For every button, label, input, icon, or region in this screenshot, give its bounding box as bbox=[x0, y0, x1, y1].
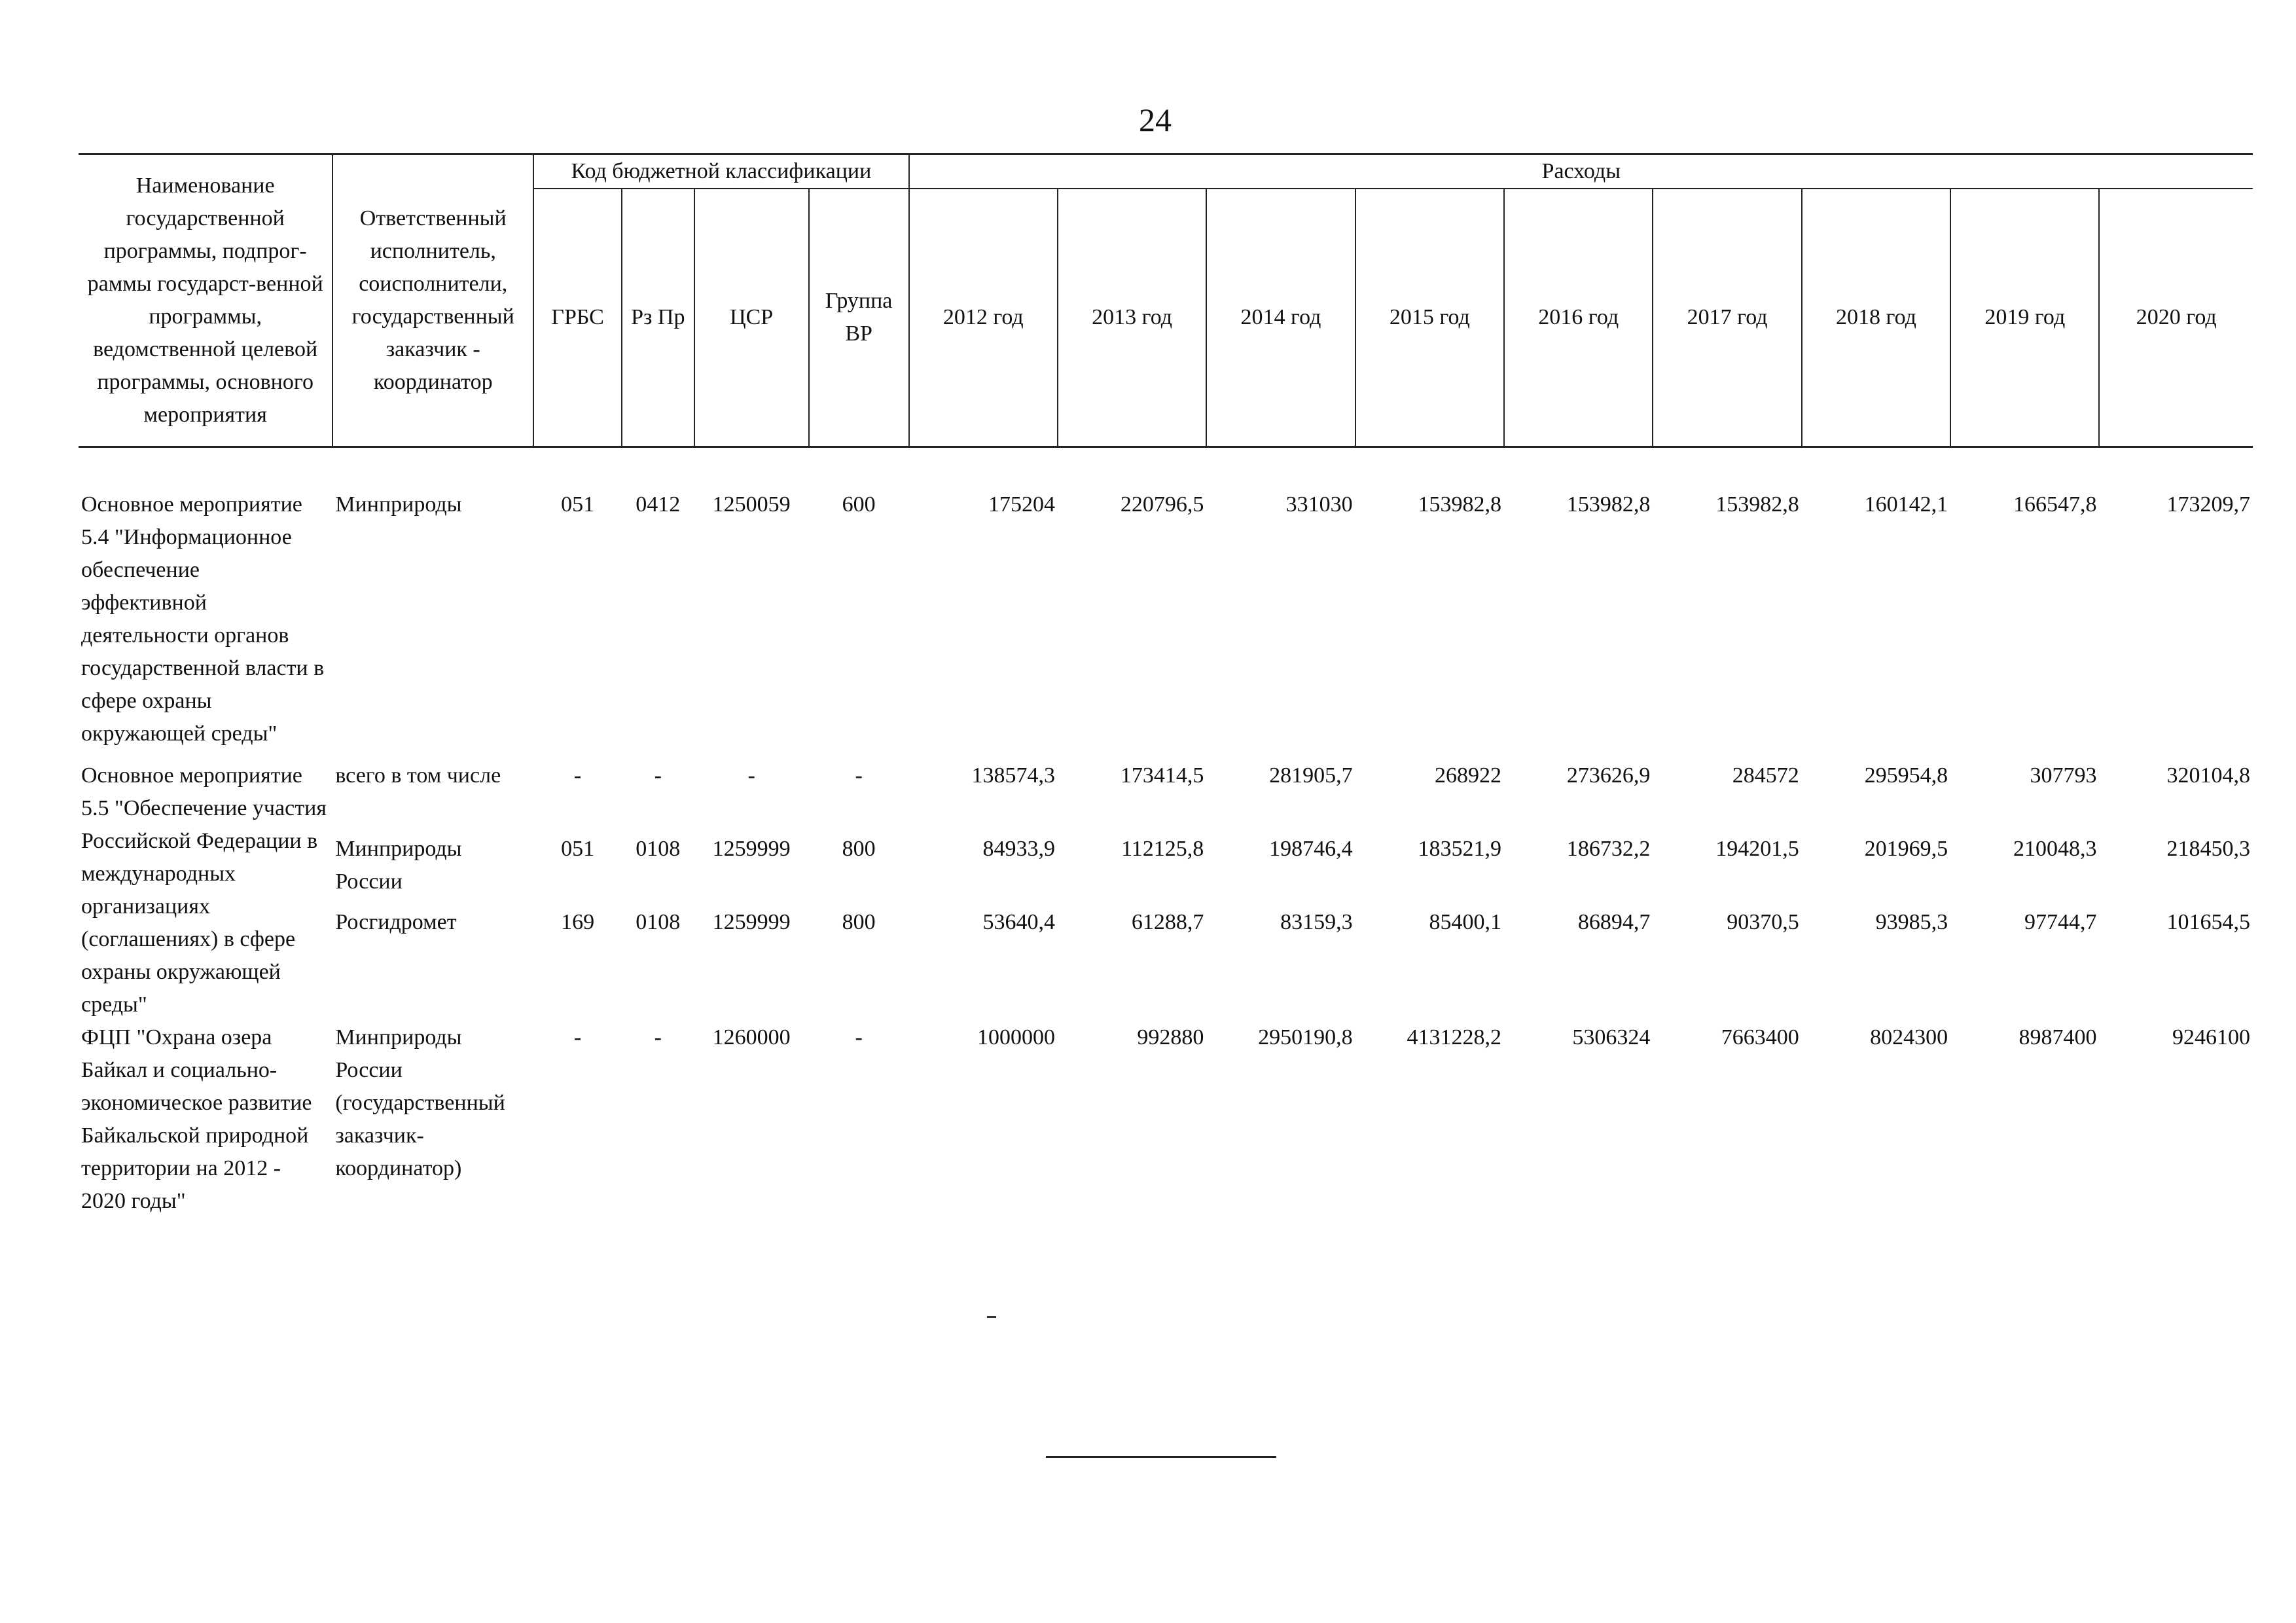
expense-value: 112125,8 bbox=[1121, 837, 1204, 861]
expense-value: 53640,4 bbox=[982, 910, 1055, 934]
rzpr-code: 0108 bbox=[636, 837, 681, 861]
expense-value: 220796,5 bbox=[1120, 492, 1204, 517]
header-csr: ЦСР bbox=[694, 189, 809, 447]
expense-value: 183521,9 bbox=[1418, 837, 1502, 861]
expense-value: 331030 bbox=[1285, 492, 1353, 517]
grbs-code: 051 bbox=[561, 837, 595, 861]
expense-value: 320104,8 bbox=[2166, 763, 2250, 788]
responsible-executor: всего в том числе bbox=[335, 763, 501, 788]
vr-code: 800 bbox=[842, 910, 876, 934]
expense-value: 83159,3 bbox=[1280, 910, 1353, 934]
expense-value: 7663400 bbox=[1721, 1025, 1799, 1049]
expense-value: 153982,8 bbox=[1715, 492, 1799, 517]
table-row bbox=[79, 906, 2253, 1021]
program-name: Основное мероприятие 5.4 "Информационное обеспечение эффективной деятельности органов государственной власти в сфере охраны окружающей среды" bbox=[81, 492, 325, 746]
expense-value: 194201,5 bbox=[1715, 837, 1799, 861]
budget-expenses-table bbox=[79, 153, 2253, 1218]
responsible-executor: Минприроды России (государственный заказчик-координатор) bbox=[335, 1025, 505, 1180]
expense-value: 210048,3 bbox=[2013, 837, 2097, 861]
rzpr-code: - bbox=[654, 1025, 662, 1049]
rzpr-code: - bbox=[654, 763, 662, 788]
expense-value: 86894,7 bbox=[1577, 910, 1651, 934]
expense-value: 186732,2 bbox=[1566, 837, 1651, 861]
csr-code: 1260000 bbox=[712, 1025, 791, 1049]
scan-speck bbox=[987, 1316, 996, 1318]
header-year: 2018 год bbox=[1802, 189, 1950, 447]
expense-value: 90370,5 bbox=[1727, 910, 1799, 934]
expense-value: 8024300 bbox=[1870, 1025, 1948, 1049]
expense-value: 8987400 bbox=[2018, 1025, 2097, 1049]
header-year: 2015 год bbox=[1355, 189, 1504, 447]
header-program-name: Наименование государственной программы, подпрог-раммы государст-венной программы, ведомственной целевой программы, основного мероприятия bbox=[79, 155, 332, 447]
grbs-code: - bbox=[573, 1025, 582, 1049]
header-year: 2013 год bbox=[1058, 189, 1206, 447]
table-row bbox=[79, 1021, 2253, 1218]
expense-value: 173414,5 bbox=[1120, 763, 1204, 788]
program-name: Основное мероприятие 5.5 "Обеспечение участия Российской Федерации в международных организациях (соглашениях) в сфере охраны окружающей среды" bbox=[81, 763, 327, 1017]
expense-value: 160142,1 bbox=[1864, 492, 1948, 517]
vr-code: - bbox=[855, 1025, 863, 1049]
header-year: 2016 год bbox=[1504, 189, 1653, 447]
grbs-code: 051 bbox=[561, 492, 595, 517]
csr-code: 1259999 bbox=[712, 910, 791, 934]
expense-value: 284572 bbox=[1732, 763, 1799, 788]
expense-value: 992880 bbox=[1137, 1025, 1204, 1049]
responsible-executor: Минприроды bbox=[335, 492, 462, 517]
expense-value: 9246100 bbox=[2172, 1025, 2250, 1049]
expense-value: 218450,3 bbox=[2166, 837, 2250, 861]
end-of-document-rule bbox=[1046, 1456, 1276, 1458]
expense-value: 166547,8 bbox=[2013, 492, 2097, 517]
expense-value: 93985,3 bbox=[1875, 910, 1948, 934]
table-header bbox=[79, 155, 2253, 447]
expense-value: 268922 bbox=[1435, 763, 1502, 788]
expense-value: 61288,7 bbox=[1131, 910, 1204, 934]
expense-value: 281905,7 bbox=[1269, 763, 1353, 788]
program-name: ФЦП "Охрана озера Байкал и социально-экономическое развитие Байкальской природной территории на 2012 - 2020 годы" bbox=[81, 1025, 312, 1213]
header-year: 2020 год bbox=[2099, 189, 2253, 447]
header-year: 2014 год bbox=[1206, 189, 1355, 447]
expense-value: 5306324 bbox=[1572, 1025, 1651, 1049]
header-budget-code-group: Код бюджетной классификации bbox=[533, 155, 908, 189]
expense-value: 198746,4 bbox=[1269, 837, 1353, 861]
expense-value: 2950190,8 bbox=[1258, 1025, 1353, 1049]
table-row bbox=[79, 488, 2253, 759]
expense-value: 153982,8 bbox=[1566, 492, 1651, 517]
header-year: 2019 год bbox=[1950, 189, 2099, 447]
vr-code: 600 bbox=[842, 492, 876, 517]
header-year: 2012 год bbox=[909, 189, 1058, 447]
expense-value: 175204 bbox=[988, 492, 1055, 517]
expense-value: 295954,8 bbox=[1864, 763, 1948, 788]
csr-code: 1259999 bbox=[712, 837, 791, 861]
header-responsible: Ответственный исполнитель, соисполнители, государственный заказчик - координатор bbox=[332, 155, 533, 447]
expense-value: 153982,8 bbox=[1418, 492, 1502, 517]
expense-value: 85400,1 bbox=[1429, 910, 1502, 934]
table-row bbox=[79, 833, 2253, 906]
table-row bbox=[79, 759, 2253, 833]
vr-code: 800 bbox=[842, 837, 876, 861]
expense-value: 138574,3 bbox=[971, 763, 1055, 788]
csr-code: - bbox=[747, 763, 755, 788]
responsible-executor: Минприроды России bbox=[335, 837, 462, 894]
page-number: 24 bbox=[1139, 101, 1172, 138]
csr-code: 1250059 bbox=[712, 492, 791, 517]
vr-code: - bbox=[855, 763, 863, 788]
header-vr-group: Группа ВР bbox=[809, 189, 909, 447]
rzpr-code: 0108 bbox=[636, 910, 681, 934]
responsible-executor: Росгидромет bbox=[335, 910, 457, 934]
table-body bbox=[79, 447, 2253, 1218]
expense-value: 307793 bbox=[2030, 763, 2097, 788]
header-expenses-group: Расходы bbox=[909, 155, 2253, 189]
expense-value: 273626,9 bbox=[1566, 763, 1651, 788]
expense-value: 173209,7 bbox=[2166, 492, 2250, 517]
header-grbs: ГРБС bbox=[533, 189, 622, 447]
grbs-code: - bbox=[573, 763, 582, 788]
expense-value: 84933,9 bbox=[982, 837, 1055, 861]
expense-value: 1000000 bbox=[977, 1025, 1055, 1049]
expense-value: 4131228,2 bbox=[1407, 1025, 1502, 1049]
header-year: 2017 год bbox=[1653, 189, 1801, 447]
expense-value: 97744,7 bbox=[2024, 910, 2097, 934]
header-rzpr: Рз Пр bbox=[622, 189, 694, 447]
rzpr-code: 0412 bbox=[636, 492, 681, 517]
expense-value: 101654,5 bbox=[2166, 910, 2250, 934]
expense-value: 201969,5 bbox=[1864, 837, 1948, 861]
grbs-code: 169 bbox=[561, 910, 595, 934]
